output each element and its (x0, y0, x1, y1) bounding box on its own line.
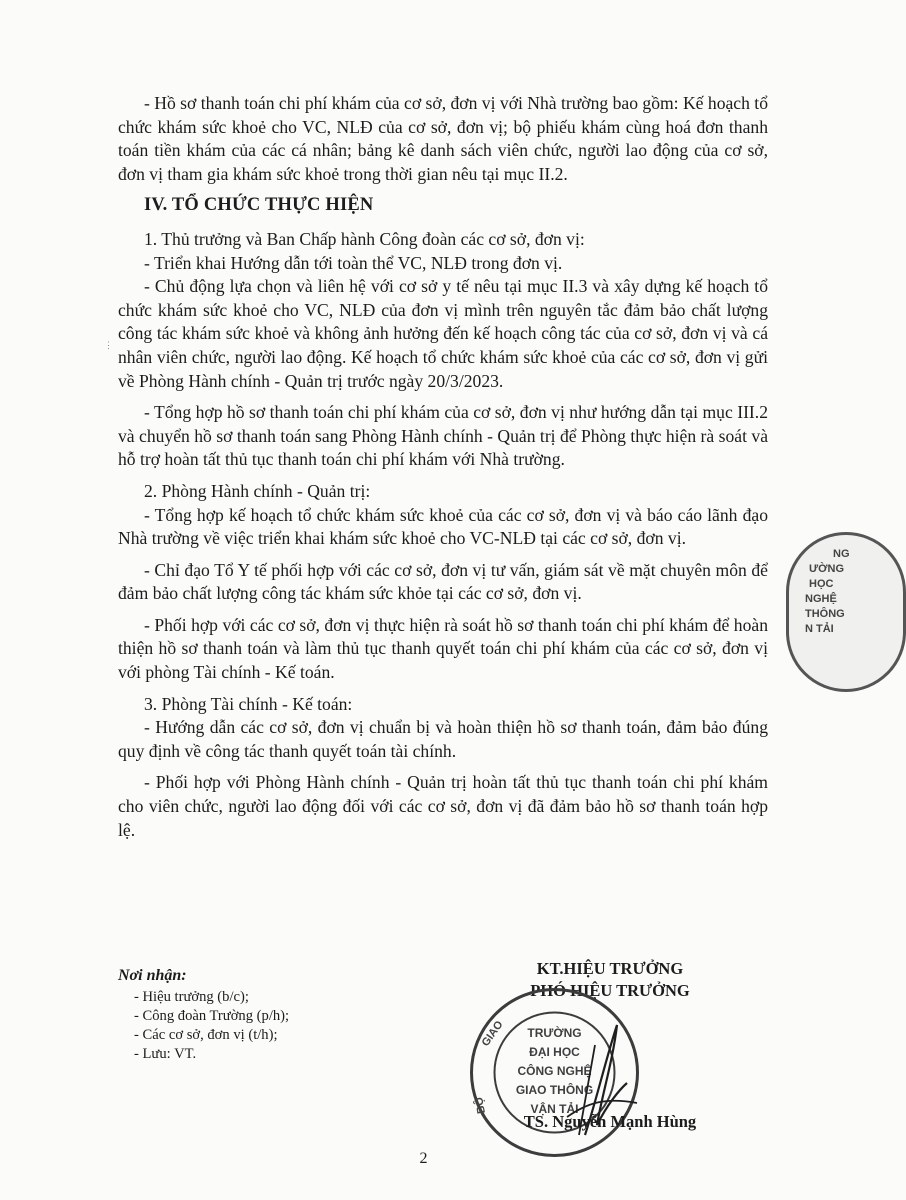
section2-item: - Chỉ đạo Tổ Y tế phối hợp với các cơ sở, đơn vị tư vấn, giám sát về mặt chuyên môn để đảm bảo chất lượng công tác khám sức khỏe tại các cơ sở, đơn vị. (118, 559, 768, 604)
section2-title: 2. Phòng Hành chính - Quản trị: (144, 480, 371, 501)
section1-item: - Tổng hợp hồ sơ thanh toán chi phí khám của cơ sở, đơn vị như hướng dẫn tại mục III.2 và chuyển hồ sơ thanh toán sang Phòng Hành chính - Quản trị để Phòng thực hiện rà soát và hỗ trợ hoàn tất thủ tục thanh toán chi phí khám với Nhà trường. (118, 402, 768, 470)
edge-stamp-text: NGHỆ (805, 593, 837, 605)
signer-name: TS. Nguyễn Mạnh Hùng (523, 1112, 697, 1131)
edge-stamp-text: THÔNG (805, 608, 845, 620)
edge-stamp (786, 532, 906, 692)
document-body (118, 92, 768, 850)
svg-text:BỘ: BỘ (473, 1096, 488, 1115)
recipients-block (118, 966, 418, 1064)
section2-item: - Phối hợp với các cơ sở, đơn vị thực hiện rà soát hồ sơ thanh toán chi phí khám để hoàn thiện hồ sơ thanh toán và làm thủ tục thanh quyết toán chi phí khám của các cơ sở, đơn vị với phòng Tài chính - Kế toán. (118, 614, 768, 683)
seal-text: TRƯỜNG (527, 1026, 582, 1040)
recipient-item: - Lưu: VT. (134, 1046, 197, 1062)
official-seal (467, 985, 642, 1160)
paragraph-payment-dossier: - Hồ sơ thanh toán chi phí khám của cơ sở, đơn vị với Nhà trường bao gồm: Kế hoạch tổ chức khám sức khoẻ cho VC, NLĐ của cơ sở, đơn vị; bộ phiếu khám cùng hoá đơn thanh toán tiền khám của các cá nhân; bảng kê danh sách viên chức, người lao động của cơ sở, đơn vị tham gia khám sức khoẻ trong thời gian nêu tại mục II.2. (118, 93, 768, 184)
scan-speck: ⋮ (104, 340, 113, 350)
seal-text: VẬN TẢI (530, 1102, 579, 1116)
section1-title: 1. Thủ trưởng và Ban Chấp hành Công đoàn các cơ sở, đơn vị: (144, 228, 585, 249)
signature-subtitle: PHÓ HIỆU TRƯỞNG (530, 981, 690, 1000)
edge-stamp-text: ƯỜNG (809, 563, 845, 575)
section1-item: - Triển khai Hướng dẫn tới toàn thể VC, NLĐ trong đơn vị. (144, 252, 563, 273)
section3-item: - Hướng dẫn các cơ sở, đơn vị chuẩn bị và hoàn thiện hồ sơ thanh toán, đảm bảo đúng quy định về công tác thanh quyết toán tài chính. (118, 717, 768, 761)
svg-text:GIAO: GIAO (479, 1018, 506, 1049)
page-number: 2 (419, 1150, 428, 1167)
section-heading: IV. TỔ CHỨC THỰC HIỆN (144, 195, 374, 216)
seal-text: CÔNG NGHỆ (517, 1064, 592, 1078)
edge-stamp-text: N TẢI (805, 623, 834, 635)
recipients-heading: Nơi nhận: (118, 967, 187, 984)
recipient-item: - Hiệu trưởng (b/c); (134, 989, 249, 1005)
section1-item: - Chủ động lựa chọn và liên hệ với cơ sở y tế nêu tại mục II.3 và xây dựng kế hoạch tổ chức khám sức khoẻ cho VC, NLĐ của đơn vị mình trên nguyên tắc đảm bảo chất lượng công tác khám sức khoẻ và không ảnh hưởng đến kế hoạch công tác của cơ sở, đơn vị và cá nhân viên chức, người lao động. Kế hoạch tổ chức khám sức khoẻ của các cơ sở, đơn vị gửi về Phòng Hành chính - Quản trị trước ngày 20/3/2023. (118, 276, 768, 391)
recipient-item: - Công đoàn Trường (p/h); (134, 1008, 290, 1024)
edge-stamp-text: HỌC (809, 578, 834, 590)
edge-stamp-text: NG (833, 548, 850, 560)
recipient-item: - Các cơ sở, đơn vị (t/h); (134, 1027, 278, 1043)
signature-title: KT.HIỆU TRƯỞNG (536, 959, 684, 978)
seal-text: GIAO THÔNG (515, 1083, 594, 1097)
section3-item: - Phối hợp với Phòng Hành chính - Quản trị hoàn tất thủ tục thanh toán chi phí khám cho viên chức, người lao động đối với các cơ sở, đơn vị đã đảm bảo hồ sơ thanh toán hợp lệ. (118, 772, 768, 840)
section3-title: 3. Phòng Tài chính - Kế toán: (144, 693, 353, 714)
seal-text: ĐẠI HỌC (529, 1045, 580, 1059)
section2-item: - Tổng hợp kế hoạch tổ chức khám sức khoẻ của các cơ sở, đơn vị và báo cáo lãnh đạo Nhà trường về việc triển khai khám sức khoẻ cho VC-NLĐ tại các cơ sở, đơn vị. (118, 504, 768, 549)
